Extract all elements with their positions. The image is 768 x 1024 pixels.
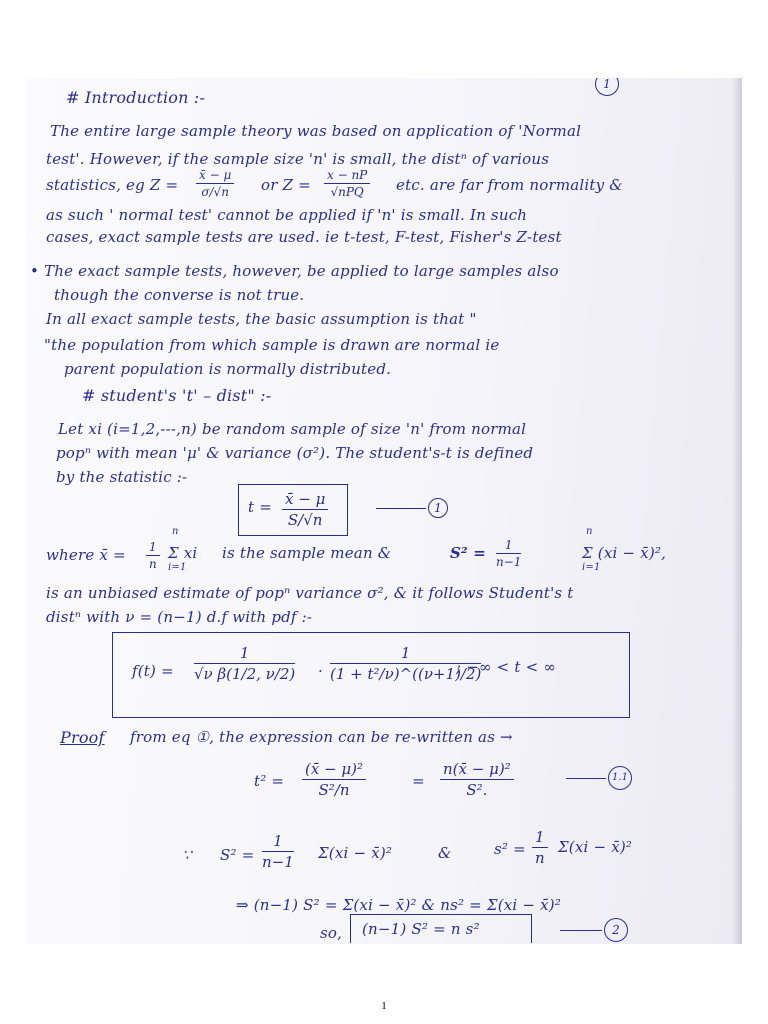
s2a-num: 1 xyxy=(262,832,294,852)
sample-mean-text: is the sample mean & xyxy=(222,544,392,562)
students-t-line-1: Let xi (i=1,2,---,n) be random sample of size 'n' from normal xyxy=(58,420,527,438)
implies-line: ⇒ (n−1) S² = Σ(xi − x̄)² & ns² = Σ(xi − x̄)² xyxy=(236,896,562,914)
t2-equals: = xyxy=(412,772,425,790)
t2-den-2: S². xyxy=(466,781,488,799)
students-t-heading: # student's 't' – dist" :- xyxy=(82,386,272,405)
since-symbol: ∵ xyxy=(182,846,192,864)
mean-sum-top: n xyxy=(172,526,179,537)
students-t-line-2: popⁿ with mean 'μ' & variance (σ²). The student's-t is defined xyxy=(56,444,534,462)
pdf-fraction-1 xyxy=(194,644,295,683)
mean-fraction xyxy=(146,540,160,571)
pdf-num-1: 1 xyxy=(194,644,295,664)
s2a-rhs: Σ(xi − x̄)² xyxy=(318,844,393,862)
eq1-leader xyxy=(376,508,426,509)
scanned-page-photo xyxy=(26,78,742,944)
proof-label: Proof xyxy=(60,728,105,747)
t2-den-1: S²/n xyxy=(318,781,350,799)
eq2-leader xyxy=(560,930,602,931)
exact-tests-line-2: though the converse is not true. xyxy=(54,286,305,304)
s2-lhs: S² = xyxy=(450,544,486,562)
s2a-den: n−1 xyxy=(262,853,294,871)
pdf-den-2: (1 + t²/ν)^((ν+1)/2) xyxy=(330,665,482,683)
pdf-den-1: √ν β(1/2, ν/2) xyxy=(194,665,296,683)
z2-denominator: √nPQ xyxy=(330,185,364,199)
t-numerator: x̄ − μ xyxy=(282,490,328,510)
z2-numerator: x − nP xyxy=(324,168,370,184)
s2-denominator: n−1 xyxy=(496,555,522,569)
s2-numerator: 1 xyxy=(496,538,521,554)
mean-denominator: n xyxy=(148,557,157,571)
page-number: 1 xyxy=(381,1000,387,1012)
students-t-line-3: by the statistic :- xyxy=(56,468,188,486)
where-xbar: where x̄ = xyxy=(46,546,126,564)
t2-num-2: n(x̄ − μ)² xyxy=(440,760,514,780)
t2-fraction-2 xyxy=(440,760,514,799)
eq2-number: 2 xyxy=(604,918,628,942)
s2b-lhs: s² = xyxy=(494,840,526,858)
corner-page-number: 1 xyxy=(595,78,619,96)
eq1-number: 1 xyxy=(428,498,448,518)
t-statistic-fraction xyxy=(282,490,328,529)
s2b-den: n xyxy=(534,849,545,867)
dof-line: distⁿ with ν = (n−1) d.f with pdf :- xyxy=(46,608,313,626)
t2-lhs: t² = xyxy=(254,772,285,790)
t-statistic-lhs: t = xyxy=(248,498,272,516)
s2b-fraction xyxy=(532,828,548,867)
eq11-leader xyxy=(566,778,606,779)
exact-tests-line-4: "the population from which sample is drawn are normal ie xyxy=(44,336,500,354)
z-fraction-2 xyxy=(324,168,370,199)
s2-sum-top: n xyxy=(586,526,593,537)
s2-sum: Σ (xi − x̄)², xyxy=(582,544,667,562)
pdf-num-2: 1 xyxy=(330,644,481,664)
pdf-dot: · xyxy=(318,662,323,680)
intro-line-3c: etc. are far from normality & xyxy=(396,176,623,194)
so-label: so, xyxy=(320,924,343,942)
exact-tests-line-5: parent population is normally distributed. xyxy=(64,360,392,378)
paper-edge-shadow xyxy=(732,78,742,944)
intro-line-3a: statistics, eg Z = xyxy=(46,176,179,194)
t-denominator: S/√n xyxy=(287,511,323,529)
s2b-rhs: Σ(xi − x̄)² xyxy=(558,838,633,856)
s2-sum-bottom: i=1 xyxy=(582,562,601,573)
intro-line-2: test'. However, if the sample size 'n' is small, the distⁿ of various xyxy=(46,150,550,168)
t2-num-1: (x̄ − μ)² xyxy=(302,760,366,780)
exact-tests-line-1: • The exact sample tests, however, be applied to large samples also xyxy=(30,262,559,280)
proof-line-1: from eq ①, the expression can be re-written as → xyxy=(130,728,513,746)
mean-sum: Σ xi xyxy=(168,544,198,562)
pdf-lhs: f(t) = xyxy=(132,662,174,680)
ampersand: & xyxy=(438,844,452,862)
intro-line-4: as such ' normal test' cannot be applied if 'n' is small. In such xyxy=(46,206,528,224)
pdf-range: ; −∞ < t < ∞ xyxy=(456,658,557,676)
boxed-result-text: (n−1) S² = n s² xyxy=(362,920,480,938)
z-fraction-1 xyxy=(196,168,234,199)
mean-sum-bottom: i=1 xyxy=(168,562,187,573)
s2a-lhs: S² = xyxy=(220,846,255,864)
z1-numerator: x̄ − μ xyxy=(196,168,234,184)
exact-tests-line-3: In all exact sample tests, the basic assumption is that " xyxy=(46,310,477,328)
intro-line-5: cases, exact sample tests are used. ie t-test, F-test, Fisher's Z-test xyxy=(46,228,562,246)
s2b-num: 1 xyxy=(532,828,548,848)
t2-fraction-1 xyxy=(302,760,366,799)
introduction-heading: # Introduction :- xyxy=(66,88,206,107)
s2a-fraction xyxy=(262,832,294,871)
intro-line-1: The entire large sample theory was based on application of 'Normal xyxy=(50,122,582,140)
eq11-number: 1.1 xyxy=(608,766,632,790)
intro-line-3b: or Z = xyxy=(261,176,311,194)
unbiased-line: is an unbiased estimate of popⁿ variance σ², & it follows Student's t xyxy=(46,584,574,602)
z1-denominator: σ/√n xyxy=(201,185,229,199)
mean-numerator: 1 xyxy=(146,540,160,556)
s2-fraction xyxy=(496,538,521,569)
